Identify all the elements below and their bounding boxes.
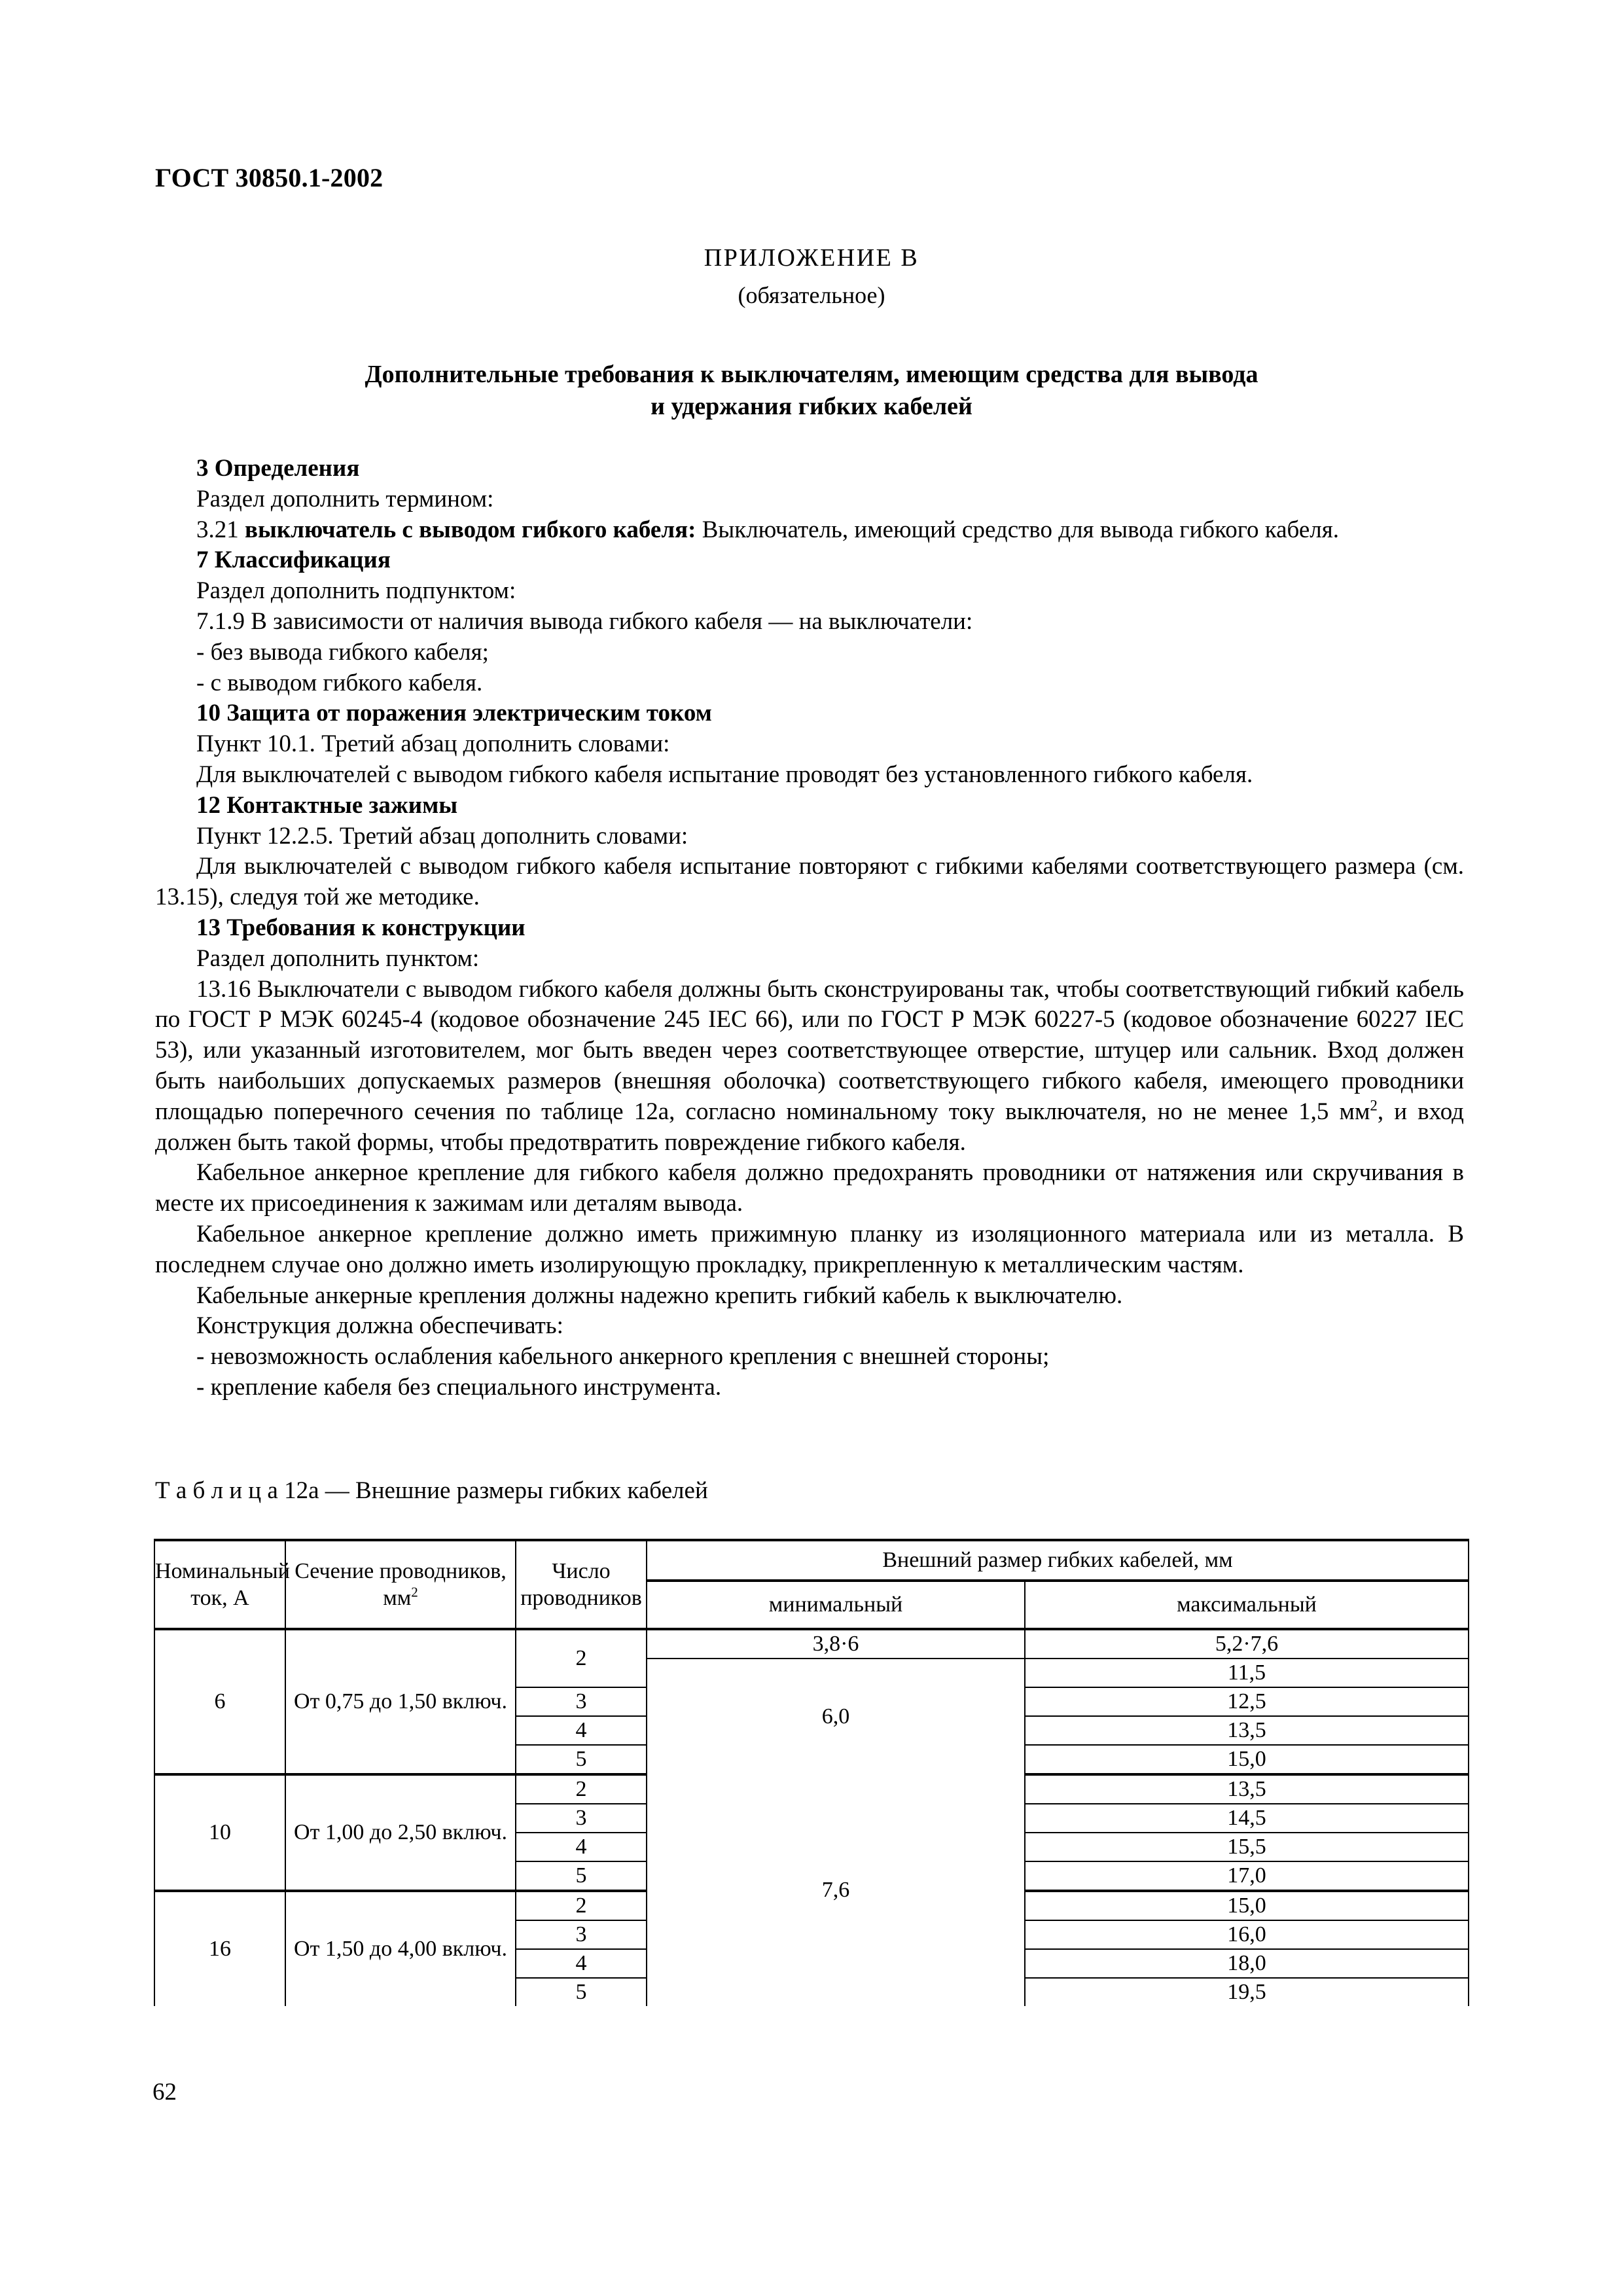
table-caption: Т а б л и ц а 12а — Внешние размеры гибких кабелей	[155, 1477, 708, 1504]
clause-7-1-9-item-2: - с выводом гибкого кабеля.	[196, 669, 483, 696]
term-definition: Выключатель, имеющий средство для вывода гибкого кабеля.	[696, 516, 1340, 543]
cell-outer-max: 18,0	[1025, 1949, 1469, 1978]
cell-conductor-count: 3	[516, 1920, 647, 1949]
clause-7-1-9-item-1: - без вывода гибкого кабеля;	[196, 638, 489, 666]
clause-13-16-para-4: Кабельные анкерные крепления должны надежно крепить гибкий кабель к выключателю.	[196, 1282, 1123, 1309]
table-head	[154, 1540, 1469, 1629]
col-header-conductor-count-l2: проводников	[520, 1586, 642, 1610]
col-header-rated-current	[154, 1540, 290, 1629]
col-header-conductor-section-l1: Сечение проводников,	[294, 1558, 507, 1583]
clause-13-16-para-5: Конструкция должна обеспечивать:	[196, 1312, 563, 1340]
clause-13-16-text: 13.16 Выключатели с выводом гибкого кабеля должны быть сконструированы так, чтобы соответствующий гибкий кабель по ГОСТ Р МЭК 60245-4 (кодовое обозначение 245 IEC 66), или по ГОСТ Р МЭК 60227-5 (кодовое обозначение 60227 IEC 53), или указанный изготовителем, мог быть введен через соответствующее отверстие, штуцер или сальник. Вход должен быть наибольших допускаемых размеров (внешняя оболочка) соответствующего гибкого кабеля, имеющего проводники площадью поперечного сечения по таблице 12а, согласно номинальному току выключателя, но не менее 1,5 мм	[155, 975, 1464, 1125]
section-10-lead: Пункт 10.1. Третий абзац дополнить словами:	[196, 730, 670, 758]
cell-outer-max: 16,0	[1025, 1920, 1469, 1949]
clause-13-16-item-2: - крепление кабеля без специального инструмента.	[196, 1373, 722, 1401]
cell-conductor-count: 4	[516, 1949, 647, 1978]
cell-conductor-count: 2	[516, 1629, 647, 1687]
clause-13-16-para-1	[155, 975, 1464, 1158]
square-millimetre-superscript: 2	[1370, 1097, 1378, 1114]
col-header-conductor-count	[516, 1540, 647, 1629]
page-title-line-1: Дополнительные требования к выключателям, имеющим средства для вывода	[365, 361, 1258, 388]
cell-conductor-count: 4	[516, 1716, 647, 1745]
annex-subtitle: (обязательное)	[738, 282, 885, 308]
clause-13-16-para-3: Кабельное анкерное крепление должно иметь прижимную планку из изоляционного материала или из металла. В последнем случае оно должно иметь изолирующую прокладку, прикрепленную к металлическим частям.	[155, 1220, 1464, 1278]
col-header-conductor-section-l2: $мм^2$	[383, 1584, 418, 1610]
cell-conductor-count: 2	[516, 1891, 647, 1920]
cell-outer-max: 15,0	[1025, 1891, 1469, 1920]
section-3-heading: 3 Определения	[196, 455, 360, 482]
section-10-text: Для выключателей с выводом гибкого кабеля испытание проводят без установленного гибкого кабеля.	[196, 761, 1253, 788]
cell-outer-max: 5,2·7,6	[1025, 1629, 1469, 1659]
section-12-heading: 12 Контактные зажимы	[196, 791, 458, 819]
table-row	[154, 1629, 1469, 1659]
clause-13-16-text-tail: , и вход должен быть такой формы, чтобы предотвратить повреждение гибкого кабеля.	[155, 1098, 1464, 1156]
table-row	[154, 1774, 1469, 1804]
cell-outer-max: 15,5	[1025, 1833, 1469, 1861]
cell-outer-min: 3,8·6	[647, 1629, 1025, 1659]
body-text	[155, 454, 1464, 1403]
cell-conductor-count: 3	[516, 1804, 647, 1833]
standard-code-header: ГОСТ 30850.1-2002	[155, 163, 383, 192]
section-12-lead: Пункт 12.2.5. Третий абзац дополнить словами:	[196, 822, 688, 850]
col-header-conductor-count-l1: Число	[552, 1558, 611, 1583]
section-10-heading: 10 Защита от поражения электрическим током	[196, 700, 712, 727]
section-7-lead: Раздел дополнить подпунктом:	[196, 577, 516, 605]
clause-13-16-item-1: - невозможность ослабления кабельного анкерного крепления с внешней стороны;	[196, 1343, 1050, 1371]
cell-outer-max: 12,5	[1025, 1687, 1469, 1716]
cell-outer-max: 14,5	[1025, 1804, 1469, 1833]
col-header-outer-min: минимальный	[647, 1581, 1025, 1629]
col-header-outer-size: Внешний размер гибких кабелей, мм	[647, 1540, 1469, 1581]
cell-conductor-section: От 1,50 до 4,00 включ.	[285, 1891, 516, 2006]
section-3-lead: Раздел дополнить термином:	[196, 485, 494, 512]
cell-conductor-count: 5	[516, 1745, 647, 1774]
clause-13-16-para-2: Кабельное анкерное крепление для гибкого кабеля должно предохранять проводники от натяжения или скручивания в месте их присоединения к зажимам или деталям вывода.	[155, 1159, 1464, 1217]
term-number: 3.21	[196, 516, 245, 543]
table-12a-wrapper	[154, 1539, 1468, 2006]
cell-conductor-section: От 0,75 до 1,50 включ.	[285, 1629, 516, 1774]
table-12a	[154, 1539, 1469, 2006]
section-13-lead: Раздел дополнить пунктом:	[196, 944, 480, 972]
cell-outer-max: 19,5	[1025, 1978, 1469, 2006]
cell-outer-min: 6,0	[647, 1659, 1025, 1774]
cell-outer-max: 15,0	[1025, 1745, 1469, 1774]
page-number: 62	[152, 2079, 177, 2106]
col-header-rated-current-l1: Номинальный	[155, 1558, 290, 1583]
cell-outer-max: 13,5	[1025, 1774, 1469, 1804]
col-header-conductor-section	[285, 1540, 516, 1629]
col-header-rated-current-l2: ток, А	[190, 1586, 249, 1610]
section-3-term	[155, 515, 1464, 546]
cell-conductor-count: 2	[516, 1774, 647, 1804]
cell-rated-current: 10	[154, 1774, 285, 1891]
cell-conductor-count: 5	[516, 1861, 647, 1891]
annex-heading-block	[0, 243, 1623, 309]
cell-outer-max: 13,5	[1025, 1716, 1469, 1745]
table-header-row-1	[154, 1540, 1469, 1581]
col-header-outer-max: максимальный	[1025, 1581, 1469, 1629]
cell-conductor-count: 5	[516, 1978, 647, 2006]
section-12-text: Для выключателей с выводом гибкого кабеля испытание повторяют с гибкими кабелями соответствующего размера (см. 13.15), следуя той же методике.	[155, 853, 1464, 911]
section-7-heading: 7 Классификация	[196, 547, 391, 574]
page-title-line-2: и удержания гибких кабелей	[651, 393, 972, 421]
cell-outer-max: 17,0	[1025, 1861, 1469, 1891]
mm-squared-superscript: 2	[411, 1584, 418, 1600]
annex-title: ПРИЛОЖЕНИЕ В	[704, 244, 919, 272]
clause-7-1-9: 7.1.9 В зависимости от наличия вывода гибкого кабеля — на выключатели:	[196, 607, 973, 635]
cell-conductor-count: 3	[516, 1687, 647, 1716]
page-title	[190, 359, 1433, 423]
cell-rated-current: 6	[154, 1629, 285, 1774]
cell-rated-current: 16	[154, 1891, 285, 2006]
table-body	[154, 1629, 1469, 2006]
term-name: выключатель с выводом гибкого кабеля:	[245, 516, 696, 543]
section-13-heading: 13 Требования к конструкции	[196, 914, 526, 941]
cell-outer-min: 7,6	[647, 1774, 1025, 2006]
cell-conductor-count: 4	[516, 1833, 647, 1861]
cell-conductor-section: От 1,00 до 2,50 включ.	[285, 1774, 516, 1891]
cell-outer-max: 11,5	[1025, 1659, 1469, 1687]
